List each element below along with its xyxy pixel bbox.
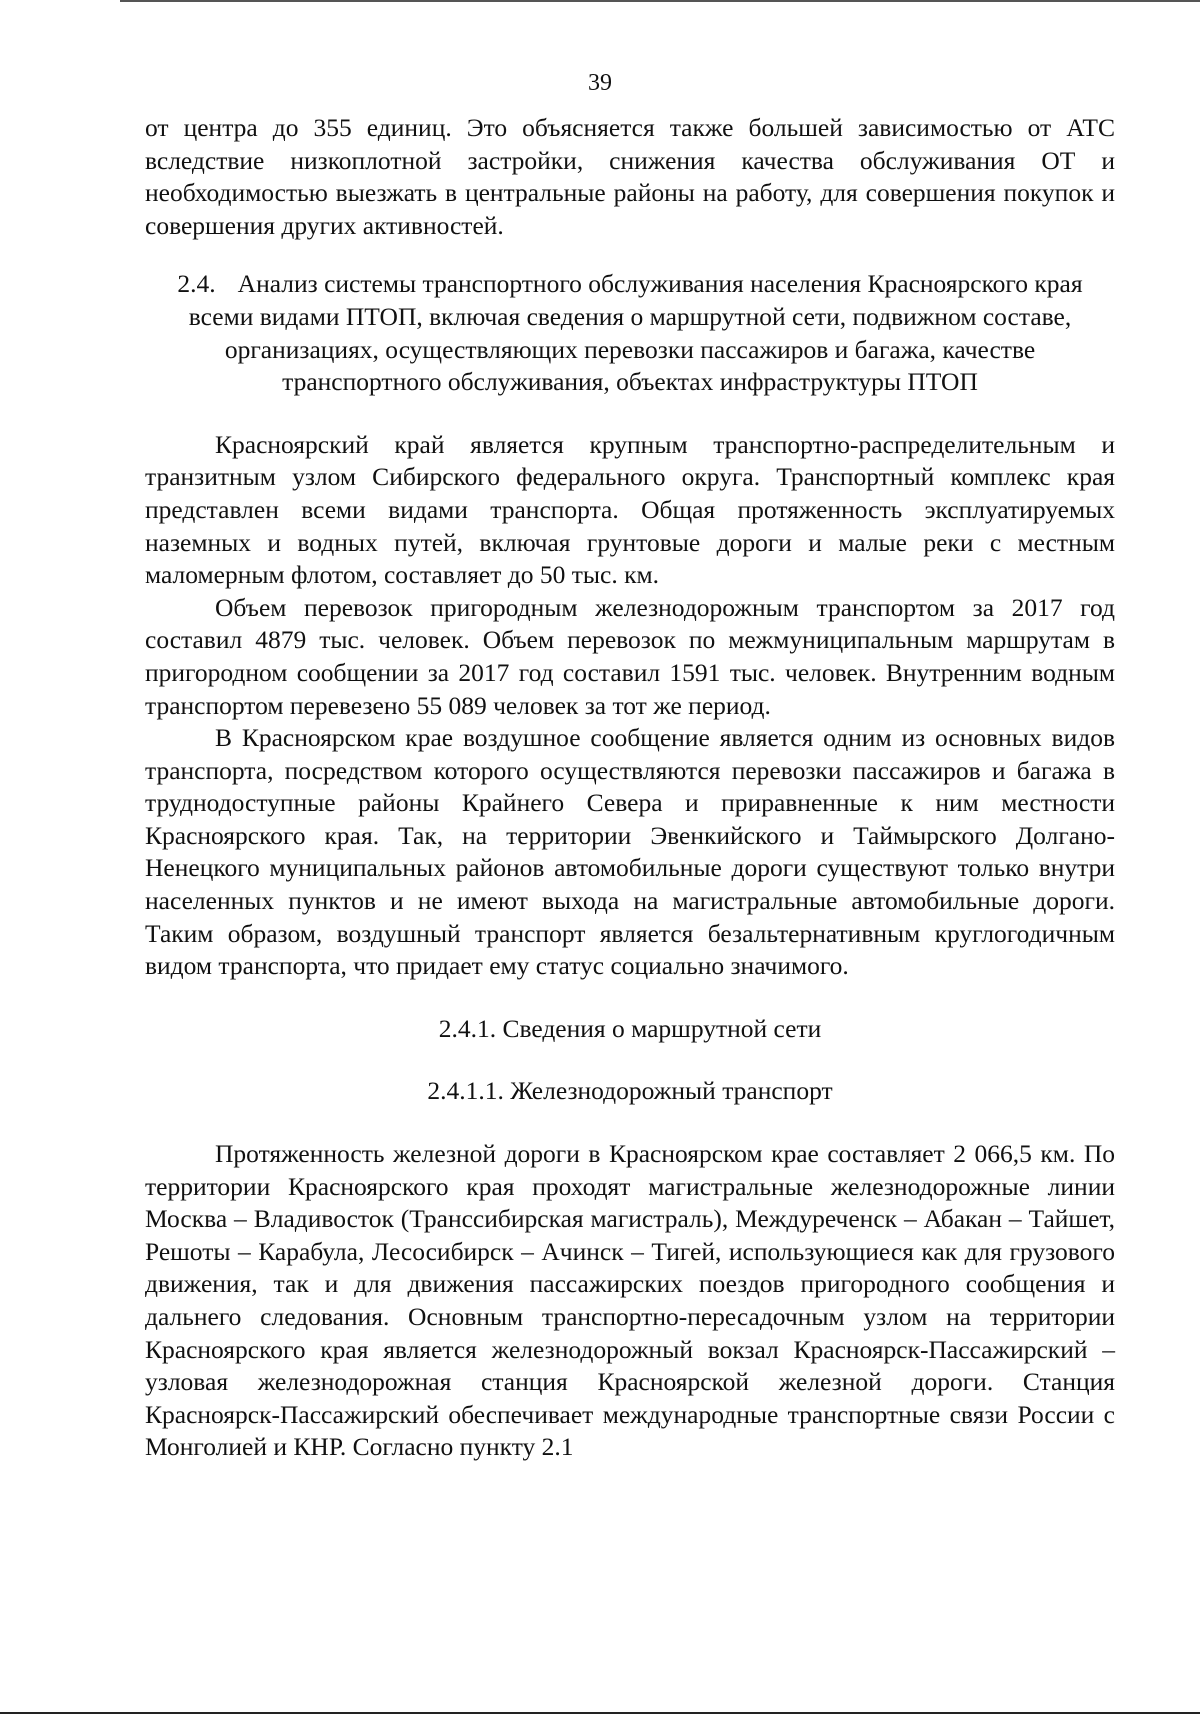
paragraph: Красноярский край является крупным транспортно-распределительным и транзитным узлом Сибирского федерального округа. Транспортный комплекс края представлен всеми видами транспорта. Общая протяженность эксплуатируемых наземных и водных путей, включая грунтовые дороги и малые реки с местным маломерным флотом, составляет до 50 тыс. км. xyxy=(145,429,1115,590)
paragraph: Объем перевозок пригородным железнодорожным транспортом за 2017 год составил 4879 тыс. человек. Объем перевозок по межмуниципальным маршрутам в пригородном сообщении за 2017 год составил 1591 тыс. человек. Внутренним водным транспортом перевезено 55 089 человек за тот же период. xyxy=(145,592,1115,720)
paragraph: Протяженность железной дороги в Красноярском крае составляет 2 066,5 км. По территории Красноярского края проходят магистральные железнодорожные линии Москва – Владивосток (Транссибирская магистраль), Междуреченск – Абакан – Тайшет, Решоты – Карабула, Лесосибирск – Ачинск – Тигей, использующиеся как для грузового движения, так и для движения пассажирских поездов пригородного сообщения и дальнего следования. Основным транспортно-пересадочным узлом на территории Красноярского края является железнодорожный вокзал Красноярск-Пассажирский – узловая железнодорожная станция Красноярской железной дороги. Станция Красноярск-Пассажирский обеспечивает международные транспортные связи России с Монголией и КНР. Согласно пункту 2.1 xyxy=(145,1139,1115,1462)
intro-paragraph: от центра до 355 единиц. Это объясняется также большей зависимостью от АТС вследствие низкоплотной застройки, снижения качества обслуживания ОТ и необходимостью выезжать в центральные районы на работу, для совершения покупок и совершения других активностей. xyxy=(145,113,1115,240)
subsection-heading-2-4-1: 2.4.1. Сведения о маршрутной сети xyxy=(438,1013,822,1043)
scan-edge-top xyxy=(120,0,1200,2)
section-title: Анализ системы транспортного обслуживания населения Красноярского края всеми видами ПТОП, включая сведения о маршрутной сети, подвижном составе, организациях, осуществляющих перевозки пассажиров и багажа, качестве транспортного обслуживания, объектах инфраструктуры ПТОП xyxy=(188,269,1083,397)
scan-edge-bottom xyxy=(0,1712,1200,1714)
subsection-heading-2-4-1-1: 2.4.1.1. Железнодорожный транспорт xyxy=(427,1076,833,1106)
document-body xyxy=(145,112,1115,1464)
page-number: 39 xyxy=(588,70,612,96)
section-number: 2.4. xyxy=(177,269,216,299)
section-heading-2-4 xyxy=(145,268,1115,398)
paragraph: В Красноярском крае воздушное сообщение является одним из основных видов транспорта, посредством которого осуществляются перевозки пассажиров и багажа в труднодоступные районы Крайнего Севера и приравненные к ним местности Красноярского края. Так, на территории Эвенкийского и Таймырского Долгано-Ненецкого муниципальных районов автомобильные дороги существуют только внутри населенных пунктов и не имеют выхода на магистральные автомобильные дороги. Таким образом, воздушный транспорт является безальтернативным круглогодичным видом транспорта, что придает ему статус социально значимого. xyxy=(145,723,1115,981)
